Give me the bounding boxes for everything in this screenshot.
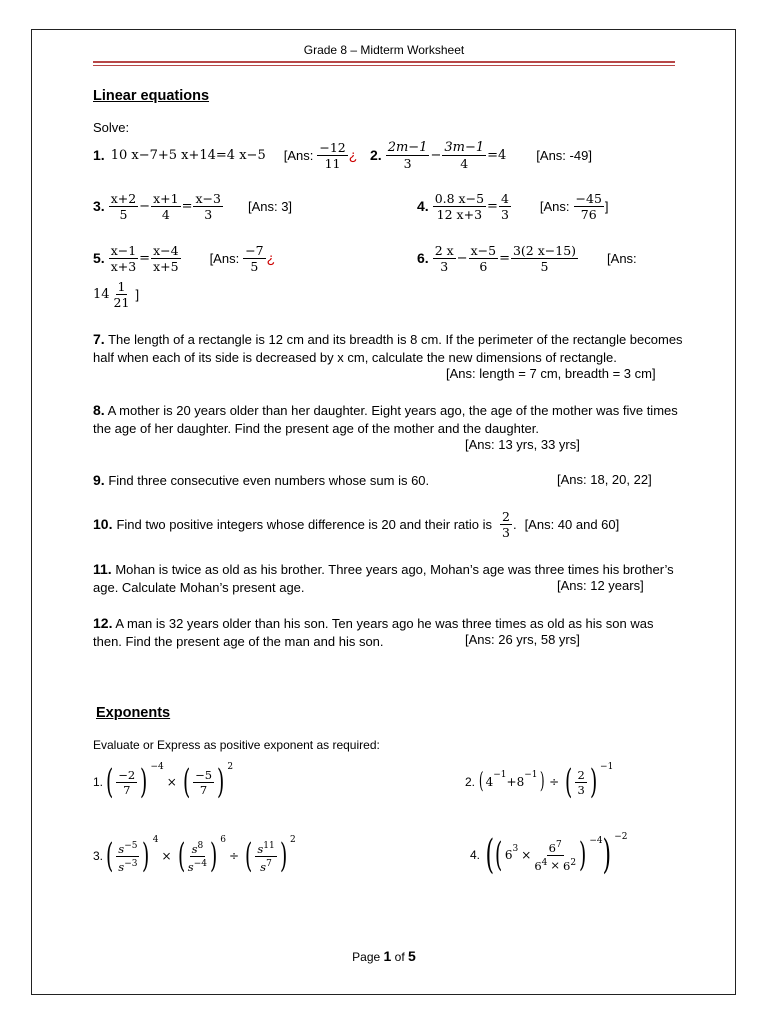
section-title-exponents: Exponents (96, 705, 171, 721)
base: 6 (504, 848, 513, 862)
denominator: x+5 (153, 258, 179, 274)
numerator: 2 (577, 767, 585, 782)
base: s (118, 859, 125, 874)
question-2 (370, 138, 592, 172)
page-total: 5 (408, 948, 416, 964)
question-text: The length of a rectangle is 12 cm and its breadth is 8 cm. If the perimeter of the rectangle becomes half when each of its side is decreased by x cm, calculate the new dimensions of rectangle. (93, 332, 683, 365)
page-header: Grade 8 – Midterm Worksheet (303, 43, 465, 57)
exponent: 6 (220, 835, 226, 845)
numerator: −45 (575, 190, 602, 206)
answer-close: ] (604, 198, 609, 214)
exponent: −1 (524, 770, 538, 780)
operator: + (506, 775, 517, 789)
fraction (469, 243, 498, 274)
question-number: 3. (93, 198, 105, 214)
left-paren: ( (177, 836, 185, 876)
exponent: −1 (493, 770, 507, 780)
fraction (255, 839, 276, 874)
left-paren: ( (182, 762, 191, 802)
question-6-answer (93, 277, 139, 311)
answer-mark: ¿ (266, 250, 276, 266)
base: s (191, 841, 198, 856)
exercise-number: 3. (93, 849, 104, 863)
question-number: 5. (93, 250, 105, 266)
operator: − (139, 198, 151, 214)
numerator: x−1 (110, 242, 137, 258)
fraction (499, 191, 511, 222)
operator: × (166, 775, 177, 789)
denominator: 5 (540, 258, 549, 274)
fraction (188, 839, 207, 874)
question-10 (93, 506, 619, 542)
answer: [Ans: 3] (247, 198, 293, 214)
header-rule (93, 61, 675, 63)
question-text: A mother is 20 years older than her daughter. Eight years ago, the age of the mother was five times the age of her daughter. Find the present age of the mother and the daughter. (93, 403, 678, 436)
base: s (187, 859, 194, 874)
exponent: 2 (227, 762, 234, 772)
fraction (116, 839, 139, 874)
operator: = (181, 198, 193, 214)
equals-value: =4 (487, 147, 507, 163)
operator: ÷ (549, 775, 560, 789)
fraction (151, 191, 180, 222)
answer: [Ans: length = 7 cm, breadth = 3 cm] (446, 366, 656, 381)
right-paren: ) (279, 836, 287, 876)
left-paren: ( (565, 762, 573, 802)
answer-label: [Ans: (283, 147, 314, 163)
denominator: 76 (580, 206, 597, 222)
denominator: 11 (324, 155, 341, 171)
numerator: 2 (501, 508, 510, 524)
answer-fraction (574, 191, 604, 222)
answer: [Ans: 12 years] (557, 578, 644, 593)
answer-whole: 14 (93, 286, 110, 302)
denominator: 4 (460, 155, 469, 171)
outer-left-paren: ( (485, 832, 495, 878)
outer-right-paren: ) (602, 832, 611, 878)
answer-fraction (317, 140, 347, 171)
answer: [Ans: 40 and 60] (524, 516, 620, 532)
exponent: −2 (614, 832, 628, 842)
base: 6 (563, 858, 571, 873)
question-8 (93, 401, 683, 438)
fraction (109, 191, 138, 222)
right-paren: ) (539, 769, 545, 794)
fraction (575, 768, 586, 797)
exponent: −3 (124, 858, 138, 869)
denominator: 3 (577, 782, 585, 797)
exponent: −4 (150, 762, 164, 772)
operator: ÷ (228, 849, 240, 863)
denominator: 3 (501, 524, 510, 540)
denominator: 7 (199, 782, 208, 797)
left-paren: ( (245, 836, 253, 876)
question-number: 1. (93, 147, 105, 163)
left-paren: ( (106, 836, 114, 876)
footer-of: of (394, 950, 405, 964)
numerator: x−5 (470, 242, 497, 258)
question-text: A man is 32 years older than his son. Ten years ago he was three times as old as his son was then. Find the present age of the man and his son. (93, 616, 654, 649)
numerator: 3(2 x−15) (512, 242, 577, 258)
question-number: 10. (93, 516, 113, 532)
right-paren: ) (142, 836, 150, 876)
answer-label: [Ans: (607, 250, 637, 266)
denominator: 3 (440, 258, 449, 274)
denominator: 4 (161, 206, 170, 222)
answer: [Ans: -49] (536, 147, 592, 163)
question-number: 9. (93, 472, 105, 488)
period: . (512, 516, 517, 532)
left-paren: ( (106, 762, 114, 802)
numerator: −2 (118, 767, 136, 782)
answer-mark: ¿ (348, 147, 358, 163)
exponent: −1 (600, 762, 614, 772)
answer-close: ] (135, 286, 140, 302)
numerator: x+1 (153, 190, 179, 206)
denominator: 5 (250, 258, 259, 274)
fraction (193, 768, 214, 797)
exercise-3 (93, 833, 296, 879)
base: 6 (534, 858, 542, 873)
question-number: 4. (417, 198, 429, 214)
fraction (442, 140, 486, 171)
fraction (386, 140, 430, 171)
ratio-fraction (500, 509, 512, 540)
question-number: 11. (93, 561, 112, 577)
numerator: 0.8 x−5 (434, 190, 485, 206)
numerator: 3m−1 (444, 139, 485, 155)
exercise-number: 1. (93, 775, 104, 789)
question-number: 2. (370, 147, 382, 163)
question-number: 8. (93, 402, 105, 418)
right-paren: ) (217, 762, 225, 802)
question-1 (93, 138, 357, 172)
exponent: 2 (289, 835, 296, 845)
operator: − (430, 147, 442, 163)
question-number: 7. (93, 331, 105, 347)
header-rule-thin (93, 65, 675, 66)
numerator: x+2 (110, 190, 137, 206)
fraction (534, 838, 576, 873)
question-3 (93, 189, 292, 223)
question-12 (93, 614, 683, 651)
base: 6 (548, 840, 556, 855)
numerator: 2m−1 (387, 139, 428, 155)
section-intro: Solve: (93, 120, 130, 135)
section-intro: Evaluate or Express as positive exponent as required: (93, 738, 380, 752)
question-4 (417, 189, 609, 223)
fraction (433, 191, 486, 222)
base: s (260, 859, 267, 874)
denominator: 12 x+3 (436, 206, 483, 222)
exponent: 2 (570, 857, 577, 868)
answer: [Ans: 13 yrs, 33 yrs] (465, 437, 580, 452)
footer-label: Page (352, 950, 381, 964)
question-6 (417, 241, 637, 275)
question-text: Mohan is twice as old as his brother. Three years ago, Mohan’s age was three times his brother’s age. Calculate Mohan’s present age. (93, 562, 674, 595)
exponent: 8 (197, 840, 204, 851)
left-paren: ( (478, 769, 484, 794)
base: 8 (516, 775, 525, 789)
answer-label: [Ans: (539, 198, 570, 214)
exponent: −5 (124, 840, 138, 851)
exponent: 11 (263, 840, 275, 851)
operator: × (521, 848, 532, 862)
numerator: 1 (117, 278, 126, 294)
fraction (109, 243, 138, 274)
denominator: 3 (403, 155, 412, 171)
question-text: Find three consecutive even numbers whose sum is 60. (108, 473, 430, 488)
answer-label: [Ans: (209, 250, 240, 266)
numerator: −12 (319, 139, 346, 155)
right-paren: ) (589, 762, 598, 802)
answer-fraction (243, 243, 265, 274)
base: s (257, 841, 264, 856)
denominator: 5 (119, 206, 128, 222)
right-paren: ) (140, 762, 148, 802)
exponent: −4 (193, 858, 207, 869)
question-9 (93, 472, 429, 488)
operator: × (550, 858, 561, 873)
exercise-2 (465, 760, 613, 804)
page-footer (0, 948, 768, 964)
fraction (151, 243, 180, 274)
operator: − (456, 250, 468, 266)
inner-right-paren: ) (579, 835, 587, 875)
denominator: 7 (123, 782, 131, 797)
operator: = (499, 250, 510, 266)
fraction (193, 191, 222, 222)
fraction (116, 768, 137, 797)
operator: = (139, 250, 151, 266)
answer: [Ans: 26 yrs, 58 yrs] (465, 632, 580, 647)
denominator: 21 (113, 294, 130, 310)
exponent: 4 (541, 857, 548, 868)
base: s (118, 841, 125, 856)
operator: × (161, 849, 172, 863)
operator: = (487, 198, 498, 214)
denominator: 6 (479, 258, 488, 274)
numerator: −7 (245, 242, 264, 258)
inner-left-paren: ( (494, 835, 502, 875)
exponent: 3 (512, 844, 519, 854)
exercise-number: 4. (470, 848, 481, 862)
numerator: 4 (500, 190, 509, 206)
exercise-1 (93, 760, 233, 804)
question-number: 12. (93, 615, 113, 631)
exponent: 7 (266, 858, 272, 869)
denominator: x+3 (110, 258, 137, 274)
answer: [Ans: 18, 20, 22] (557, 472, 652, 487)
question-5 (93, 241, 275, 275)
question-text: Find two positive integers whose difference is 20 and their ratio is (116, 516, 492, 532)
exponent: 4 (152, 835, 159, 845)
right-paren: ) (209, 836, 218, 876)
fraction (511, 243, 578, 274)
section-title-linear-equations: Linear equations (93, 88, 210, 104)
numerator: x−3 (195, 190, 221, 206)
numerator: 2 x (434, 242, 454, 258)
exponent: 7 (556, 839, 562, 850)
question-7 (93, 330, 683, 367)
numerator: −5 (195, 767, 213, 782)
exercise-number: 2. (465, 775, 476, 789)
page-number: 1 (383, 948, 392, 964)
exercise-4 (470, 830, 628, 880)
answer-fraction (112, 279, 132, 310)
numerator: x−4 (153, 242, 179, 258)
exponent: −4 (589, 836, 603, 846)
equation: 10 x−7+5 x+14=4 x−5 (110, 147, 266, 163)
fraction (433, 243, 456, 274)
denominator: 3 (204, 206, 213, 222)
question-number: 6. (417, 250, 429, 266)
denominator: 3 (500, 206, 509, 222)
base: 4 (485, 775, 494, 789)
